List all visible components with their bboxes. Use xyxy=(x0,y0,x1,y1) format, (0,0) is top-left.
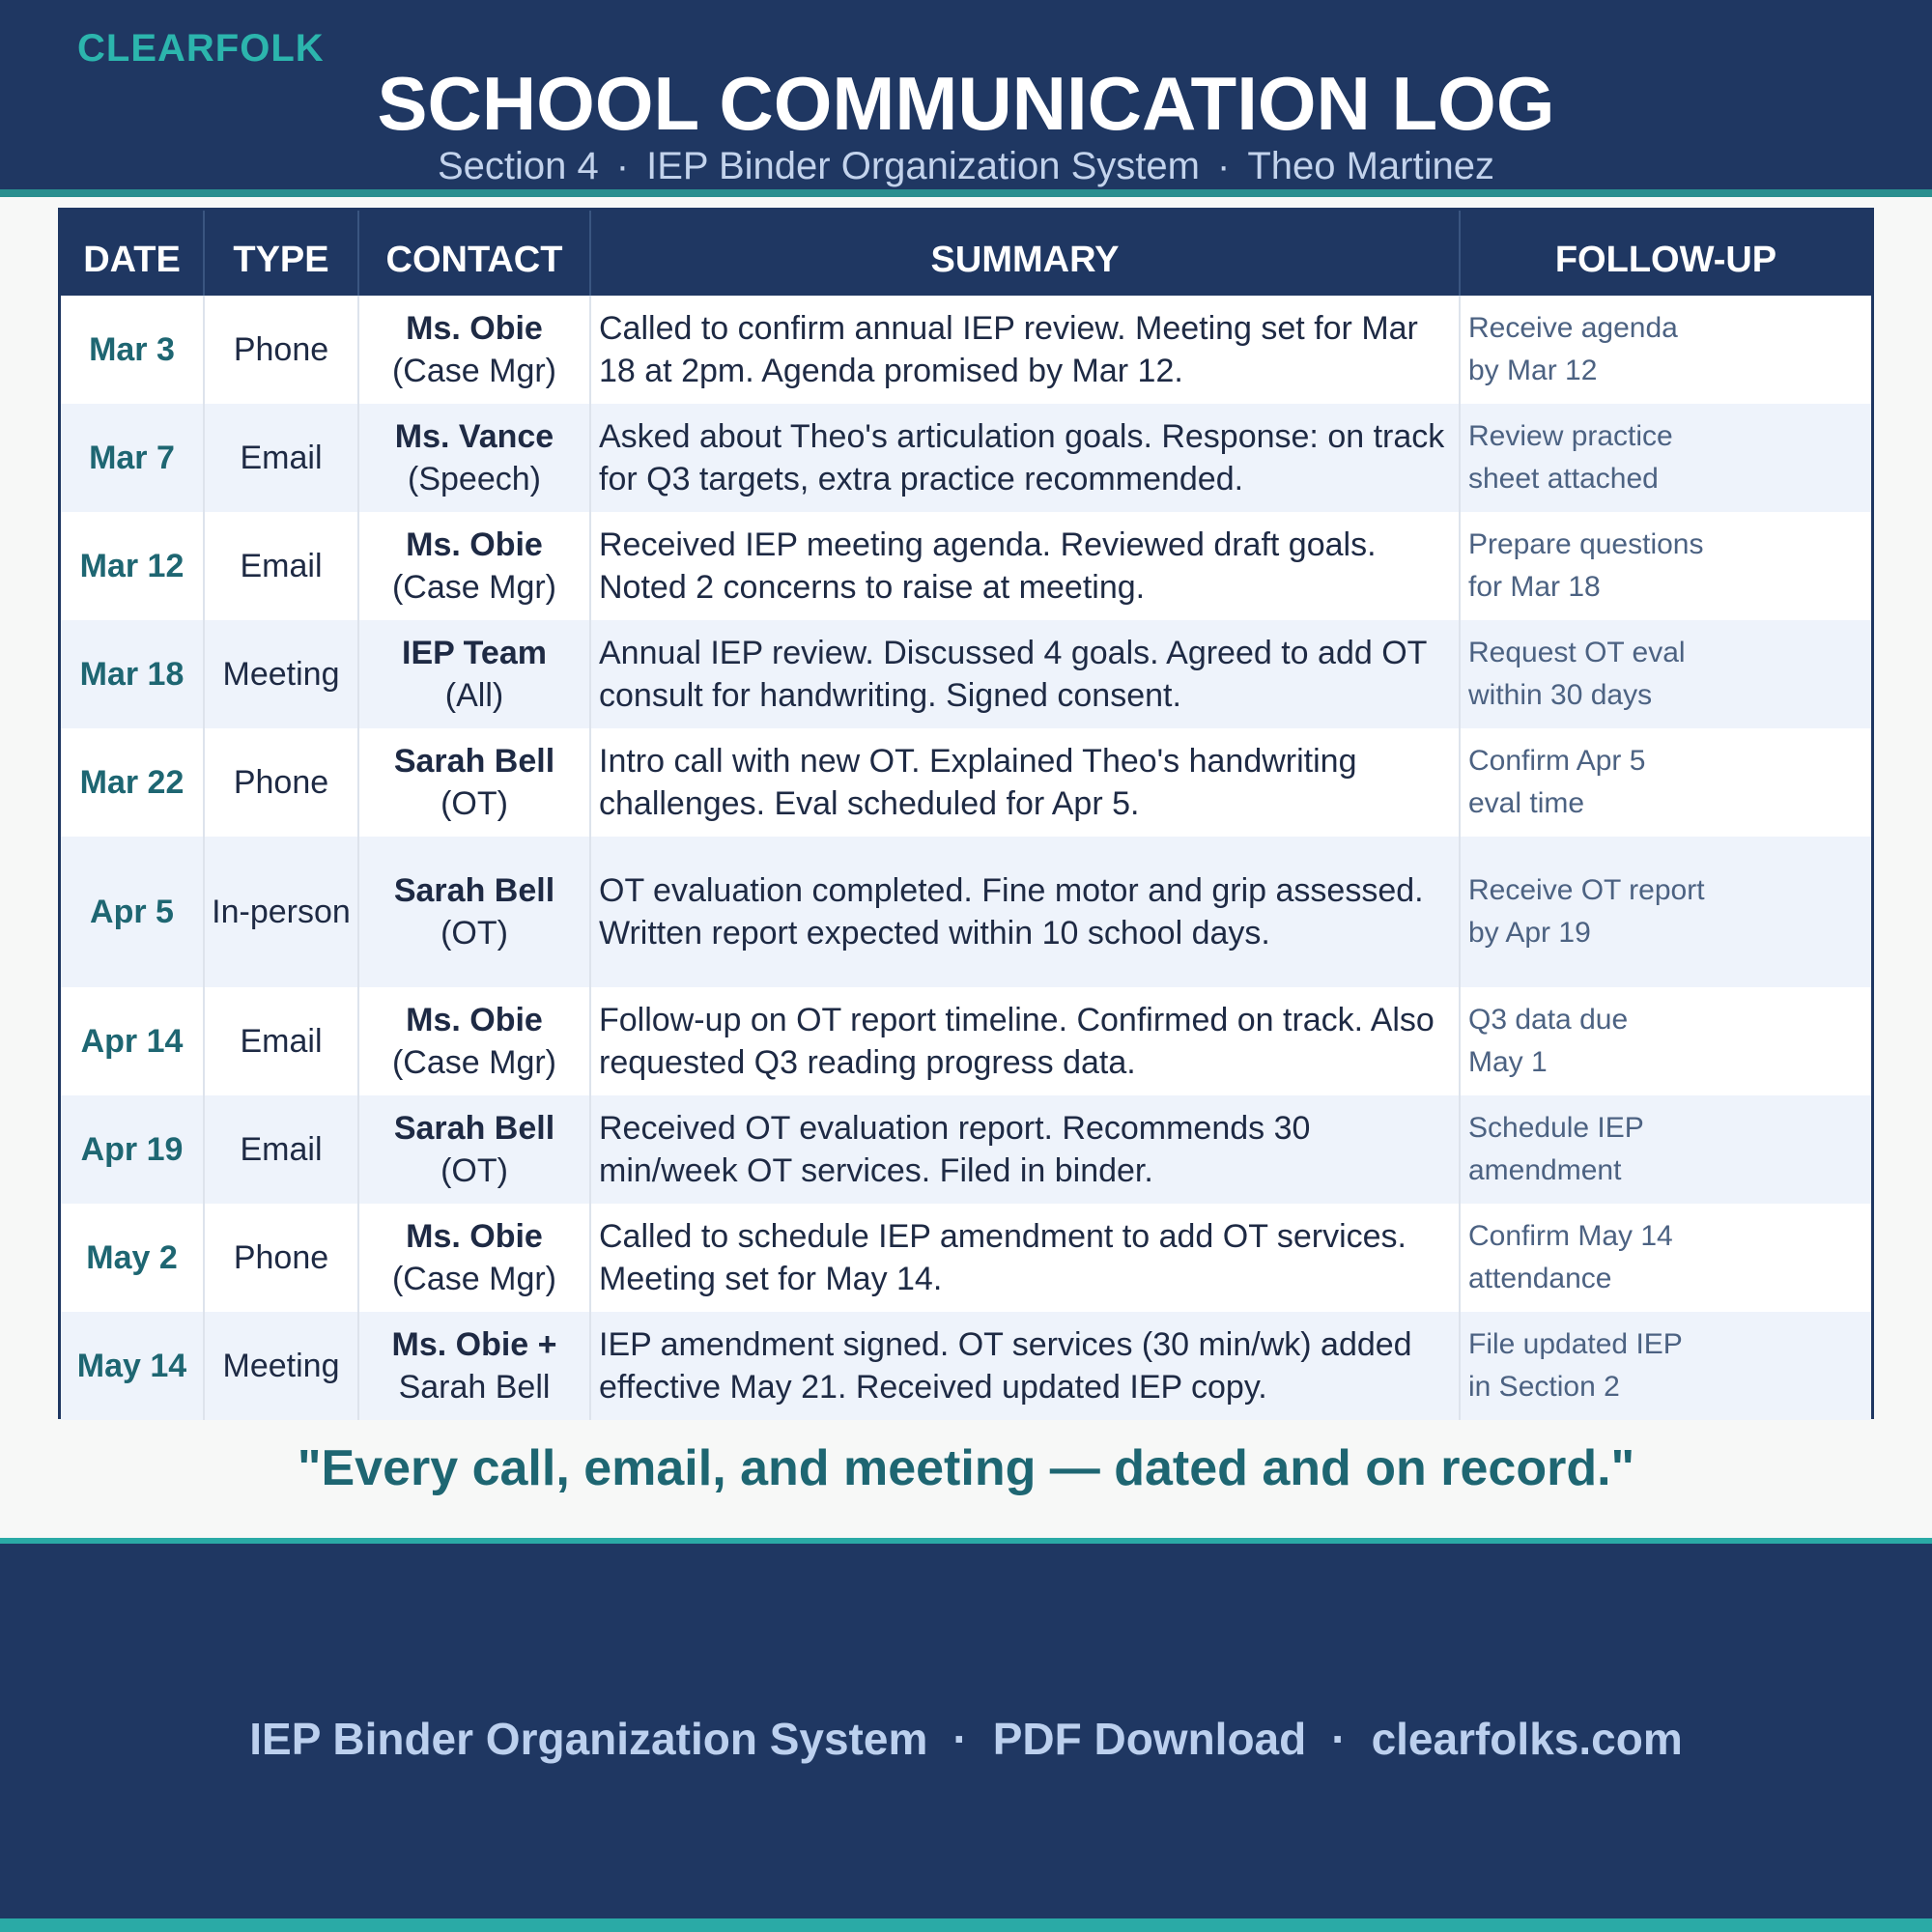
cell-contact xyxy=(358,837,590,987)
table-row xyxy=(61,620,1871,728)
cell-date: Mar 12 xyxy=(79,548,185,584)
follow-up-line: File updated IEP xyxy=(1468,1328,1683,1360)
cell-date: Mar 22 xyxy=(79,764,185,801)
footer-separator: · xyxy=(952,1714,968,1764)
table-row xyxy=(61,296,1871,404)
cell-contact xyxy=(358,1312,590,1420)
contact-role: (Case Mgr) xyxy=(391,1261,557,1297)
cell-follow-up xyxy=(1460,837,1871,987)
column-header-follow-up: FOLLOW-UP xyxy=(1460,211,1871,296)
contact-role: (Case Mgr) xyxy=(391,1044,557,1081)
table-row xyxy=(61,987,1871,1095)
follow-up-line: in Section 2 xyxy=(1468,1371,1620,1403)
cell-date: Apr 19 xyxy=(80,1131,184,1168)
table-row xyxy=(61,512,1871,620)
footer-separator: · xyxy=(1331,1714,1347,1764)
cell-contact xyxy=(358,512,590,620)
follow-up-line: Request OT eval xyxy=(1468,637,1686,668)
cell-type: Email xyxy=(204,404,358,512)
cell-date: May 2 xyxy=(86,1239,178,1276)
cell-date: Apr 5 xyxy=(90,894,174,930)
communication-log-table xyxy=(58,208,1874,1419)
cell-contact xyxy=(358,1095,590,1204)
contact-name: Ms. Obie xyxy=(406,526,543,563)
contact-name: Ms. Vance xyxy=(394,418,554,455)
follow-up-line: Receive agenda xyxy=(1468,312,1678,344)
subtitle-section: Section 4 xyxy=(438,145,599,187)
follow-up-line: by Apr 19 xyxy=(1468,917,1591,949)
cell-follow-up xyxy=(1460,987,1871,1095)
contact-name: Ms. Obie xyxy=(406,1218,543,1255)
cell-summary: Called to schedule IEP amendment to add OT services. Meeting set for May 14. xyxy=(590,1204,1460,1312)
page-subtitle xyxy=(0,143,1932,189)
cell-summary: Annual IEP review. Discussed 4 goals. Agreed to add OT consult for handwriting. Signed consent. xyxy=(590,620,1460,728)
cell-date: Mar 3 xyxy=(89,331,175,368)
cell-summary: Intro call with new OT. Explained Theo's handwriting challenges. Eval scheduled for Apr 5. xyxy=(590,728,1460,837)
column-header-summary: SUMMARY xyxy=(590,211,1460,296)
cell-type: Meeting xyxy=(204,620,358,728)
cell-follow-up xyxy=(1460,404,1871,512)
brand-logo: CLEARFOLK xyxy=(77,27,325,70)
contact-role: (OT) xyxy=(440,785,508,822)
contact-role: (All) xyxy=(444,677,504,714)
follow-up-line: Confirm May 14 xyxy=(1468,1220,1673,1252)
footer-system: IEP Binder Organization System xyxy=(249,1714,928,1764)
cell-follow-up xyxy=(1460,728,1871,837)
cell-date: Mar 18 xyxy=(79,656,185,693)
cell-summary: IEP amendment signed. OT services (30 min/wk) added effective May 21. Received updated IEP copy. xyxy=(590,1312,1460,1420)
cell-follow-up xyxy=(1460,1095,1871,1204)
cell-type: In-person xyxy=(204,837,358,987)
column-header-date: DATE xyxy=(83,239,181,280)
cell-contact xyxy=(358,404,590,512)
contact-name: Sarah Bell xyxy=(393,872,555,909)
cell-date: Apr 14 xyxy=(80,1023,184,1060)
follow-up-line: amendment xyxy=(1468,1154,1622,1186)
cell-contact xyxy=(358,987,590,1095)
follow-up-line: for Mar 18 xyxy=(1468,571,1601,603)
cell-summary: Called to confirm annual IEP review. Meeting set for Mar 18 at 2pm. Agenda promised by Mar 12. xyxy=(590,296,1460,404)
subtitle-separator: · xyxy=(615,145,630,187)
follow-up-line: by Mar 12 xyxy=(1468,355,1598,386)
tagline-quote: "Every call, email, and meeting — dated and on record." xyxy=(297,1440,1635,1496)
cell-follow-up xyxy=(1460,1312,1871,1420)
cell-summary: Asked about Theo's articulation goals. Response: on track for Q3 targets, extra practice recommended. xyxy=(590,404,1460,512)
contact-role: (Case Mgr) xyxy=(391,569,557,606)
contact-name: Ms. Obie xyxy=(406,310,543,347)
table-row xyxy=(61,1204,1871,1312)
cell-type: Email xyxy=(204,1095,358,1204)
cell-type: Email xyxy=(204,987,358,1095)
follow-up-line: sheet attached xyxy=(1468,463,1659,495)
cell-summary: Received IEP meeting agenda. Reviewed draft goals. Noted 2 concerns to raise at meeting. xyxy=(590,512,1460,620)
follow-up-line: eval time xyxy=(1468,787,1585,819)
cell-type: Meeting xyxy=(204,1312,358,1420)
cell-type: Phone xyxy=(204,728,358,837)
table-row xyxy=(61,1095,1871,1204)
page-title: SCHOOL COMMUNICATION LOG xyxy=(377,61,1555,146)
footer-text xyxy=(0,1712,1932,1766)
follow-up-line: Review practice xyxy=(1468,420,1673,452)
cell-summary: Received OT evaluation report. Recommends 30 min/week OT services. Filed in binder. xyxy=(590,1095,1460,1204)
cell-type: Email xyxy=(204,512,358,620)
column-header-type: TYPE xyxy=(204,211,358,296)
subtitle-system: IEP Binder Organization System xyxy=(646,145,1200,187)
follow-up-line: Prepare questions xyxy=(1468,528,1704,560)
contact-role: (Speech) xyxy=(408,461,541,497)
footer-pdf: PDF Download xyxy=(992,1714,1307,1764)
cell-summary: Follow-up on OT report timeline. Confirmed on track. Also requested Q3 reading progress data. xyxy=(590,987,1460,1095)
follow-up-line: Q3 data due xyxy=(1468,1004,1629,1036)
cell-date: May 14 xyxy=(76,1348,187,1384)
footer-website: clearfolks.com xyxy=(1371,1714,1683,1764)
contact-name: IEP Team xyxy=(402,635,547,671)
table-header-row xyxy=(61,211,1871,296)
cell-contact xyxy=(358,296,590,404)
cell-date: Mar 7 xyxy=(89,440,175,476)
cell-contact xyxy=(358,620,590,728)
follow-up-line: Schedule IEP xyxy=(1468,1112,1644,1144)
subtitle-student: Theo Martinez xyxy=(1247,145,1494,187)
cell-follow-up xyxy=(1460,512,1871,620)
cell-contact xyxy=(358,1204,590,1312)
contact-role: (OT) xyxy=(440,915,508,952)
column-header-contact: CONTACT xyxy=(358,211,590,296)
contact-role: (Case Mgr) xyxy=(391,353,557,389)
table-body xyxy=(61,296,1871,1420)
contact-name: Ms. Obie xyxy=(406,1002,543,1038)
follow-up-line: Confirm Apr 5 xyxy=(1468,745,1646,777)
table-row xyxy=(61,728,1871,837)
cell-follow-up xyxy=(1460,296,1871,404)
follow-up-line: within 30 days xyxy=(1468,679,1653,711)
subtitle-separator: · xyxy=(1216,145,1231,187)
footer-bottom-rule xyxy=(0,1918,1932,1932)
contact-name: Ms. Obie + xyxy=(391,1326,557,1363)
cell-follow-up xyxy=(1460,1204,1871,1312)
follow-up-line: Receive OT report xyxy=(1468,874,1705,906)
contact-name: Sarah Bell xyxy=(393,1110,555,1147)
table-row xyxy=(61,837,1871,987)
cell-follow-up xyxy=(1460,620,1871,728)
contact-role: Sarah Bell xyxy=(398,1369,551,1406)
follow-up-line: May 1 xyxy=(1468,1046,1548,1078)
cell-summary: OT evaluation completed. Fine motor and grip assessed. Written report expected within 10 school days. xyxy=(590,837,1460,987)
table-row xyxy=(61,404,1871,512)
table-row xyxy=(61,1312,1871,1420)
cell-type: Phone xyxy=(204,296,358,404)
contact-name: Sarah Bell xyxy=(393,743,555,780)
header-rule xyxy=(0,189,1932,197)
cell-contact xyxy=(358,728,590,837)
cell-type: Phone xyxy=(204,1204,358,1312)
contact-role: (OT) xyxy=(440,1152,508,1189)
follow-up-line: attendance xyxy=(1468,1263,1612,1294)
